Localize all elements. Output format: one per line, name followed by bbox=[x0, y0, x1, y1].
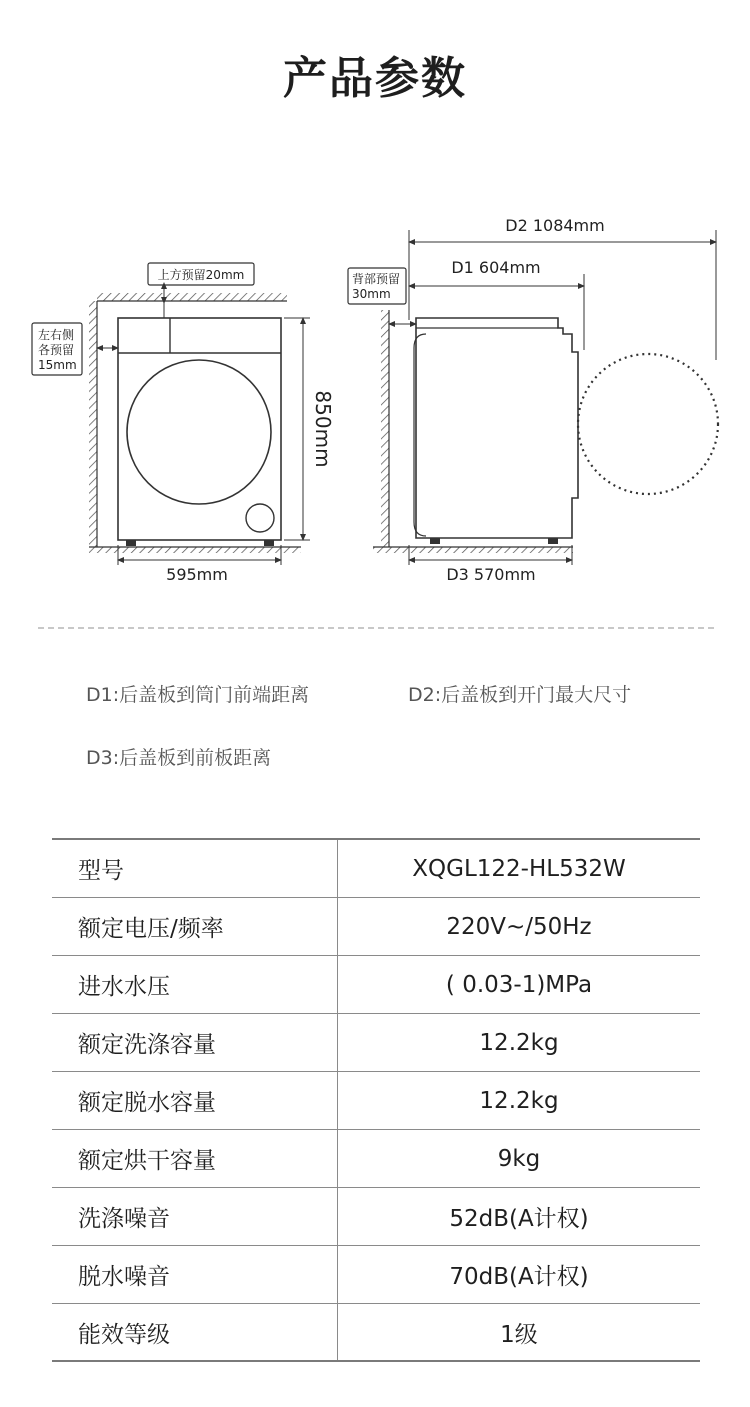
washer-side-body bbox=[416, 318, 578, 538]
side-clearance-line-2: 各预留 bbox=[38, 343, 75, 357]
spec-value: 1级 bbox=[500, 1321, 538, 1348]
spec-row-energy-grade bbox=[52, 1304, 700, 1362]
spec-label: 洗涤噪音 bbox=[52, 1188, 338, 1245]
door-open-arc bbox=[578, 354, 718, 494]
side-clearance-line-3: 15mm bbox=[38, 358, 77, 372]
spec-row-water-pressure bbox=[52, 956, 700, 1014]
washer-front-body bbox=[118, 318, 281, 540]
page-title: 产品参数 bbox=[283, 53, 467, 104]
back-clearance-line-2: 30mm bbox=[352, 287, 391, 301]
spec-row-voltage bbox=[52, 898, 700, 956]
washer-door bbox=[127, 360, 271, 504]
d1-label: D1 604mm bbox=[451, 258, 541, 277]
width-label: 595mm bbox=[166, 565, 228, 584]
spec-label: 额定烘干容量 bbox=[52, 1130, 338, 1187]
top-clearance-label: 上方预留20mm bbox=[157, 268, 245, 282]
spec-label: 能效等级 bbox=[52, 1304, 338, 1360]
spec-value: 12.2kg bbox=[479, 1087, 559, 1114]
spec-value: 70dB(A计权) bbox=[449, 1264, 589, 1290]
spec-row-wash-noise bbox=[52, 1188, 700, 1246]
spec-value: 52dB(A计权) bbox=[449, 1206, 589, 1232]
spec-value: ( 0.03-1)MPa bbox=[445, 971, 593, 998]
side-floor-hatch bbox=[373, 547, 573, 553]
left-wall-hatch bbox=[89, 301, 97, 547]
spec-row-spin-noise bbox=[52, 1246, 700, 1304]
spec-row-dry-capacity bbox=[52, 1130, 700, 1188]
back-wall-hatch bbox=[381, 310, 389, 547]
spec-row-model bbox=[52, 840, 700, 898]
spec-value: 220V~/50Hz bbox=[446, 913, 592, 940]
height-label: 850mm bbox=[311, 390, 335, 468]
spec-label: 进水水压 bbox=[52, 956, 338, 1013]
note-d1: D1:后盖板到筒门前端距离 bbox=[86, 684, 310, 706]
section-divider bbox=[38, 627, 714, 629]
spec-label: 额定脱水容量 bbox=[52, 1072, 338, 1129]
note-d3: D3:后盖板到前板距离 bbox=[86, 747, 272, 769]
spec-label: 额定电压/频率 bbox=[52, 898, 338, 955]
d3-label: D3 570mm bbox=[446, 565, 536, 584]
spec-label: 型号 bbox=[52, 840, 338, 897]
spec-label: 脱水噪音 bbox=[52, 1246, 338, 1303]
dimension-diagram-svg bbox=[0, 200, 750, 600]
note-d2: D2:后盖板到开门最大尺寸 bbox=[408, 684, 632, 706]
spec-row-spin-capacity bbox=[52, 1072, 700, 1130]
dimension-diagram bbox=[0, 200, 750, 600]
spec-label: 额定洗涤容量 bbox=[52, 1014, 338, 1071]
filter-cover bbox=[246, 504, 274, 532]
spec-table bbox=[52, 838, 700, 1362]
floor-hatch bbox=[89, 547, 301, 553]
ceiling-hatch bbox=[97, 293, 287, 301]
spec-value: 9kg bbox=[497, 1145, 541, 1172]
spec-value: 12.2kg bbox=[479, 1029, 559, 1056]
d2-label: D2 1084mm bbox=[505, 216, 605, 235]
side-clearance-line-1: 左右侧 bbox=[38, 328, 75, 342]
spec-row-wash-capacity bbox=[52, 1014, 700, 1072]
back-clearance-line-1: 背部预留 bbox=[352, 272, 401, 286]
spec-value: XQGL122-HL532W bbox=[412, 855, 626, 882]
